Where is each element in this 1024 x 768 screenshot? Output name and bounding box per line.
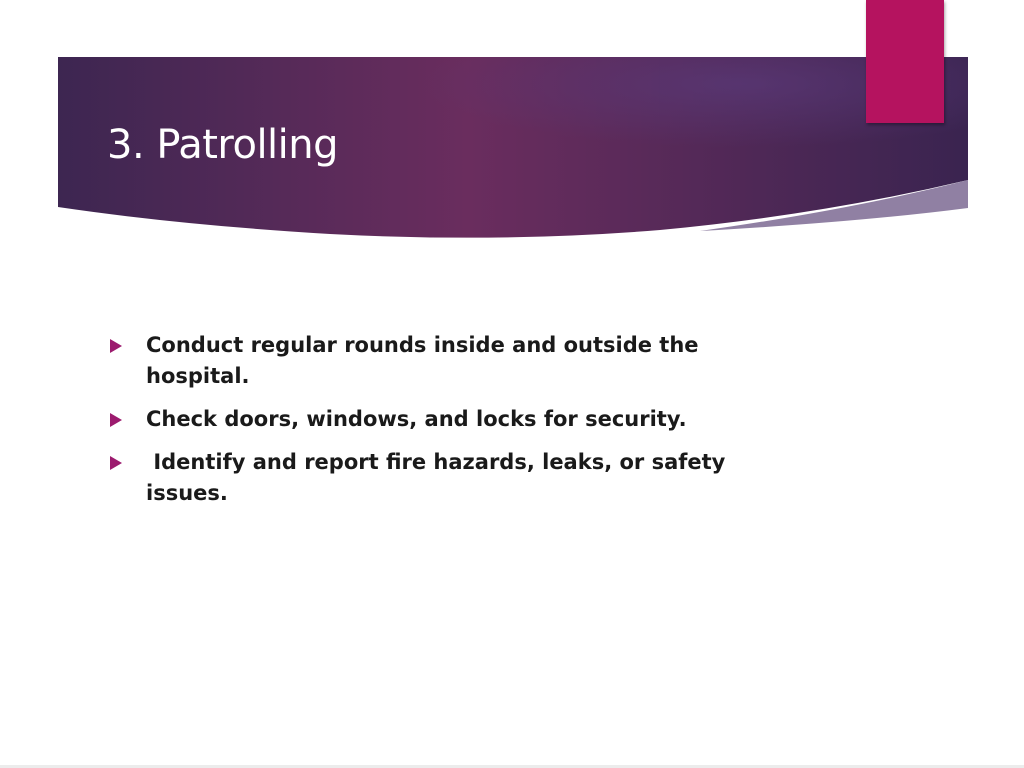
bullet-item	[104, 404, 744, 435]
triangle-right-icon	[110, 413, 122, 427]
bullet-item	[104, 330, 744, 392]
slide-title: 3. Patrolling	[107, 122, 339, 168]
accent-tab	[866, 0, 944, 123]
bullet-item	[104, 447, 744, 509]
bullet-text: Conduct regular rounds inside and outside the hospital.	[146, 333, 706, 388]
triangle-right-icon	[110, 456, 122, 470]
bullet-list	[104, 330, 744, 521]
triangle-right-icon	[110, 339, 122, 353]
bullet-text: Identify and report fire hazards, leaks, or safety issues.	[146, 450, 733, 505]
bullet-text: Check doors, windows, and locks for security.	[146, 407, 687, 431]
